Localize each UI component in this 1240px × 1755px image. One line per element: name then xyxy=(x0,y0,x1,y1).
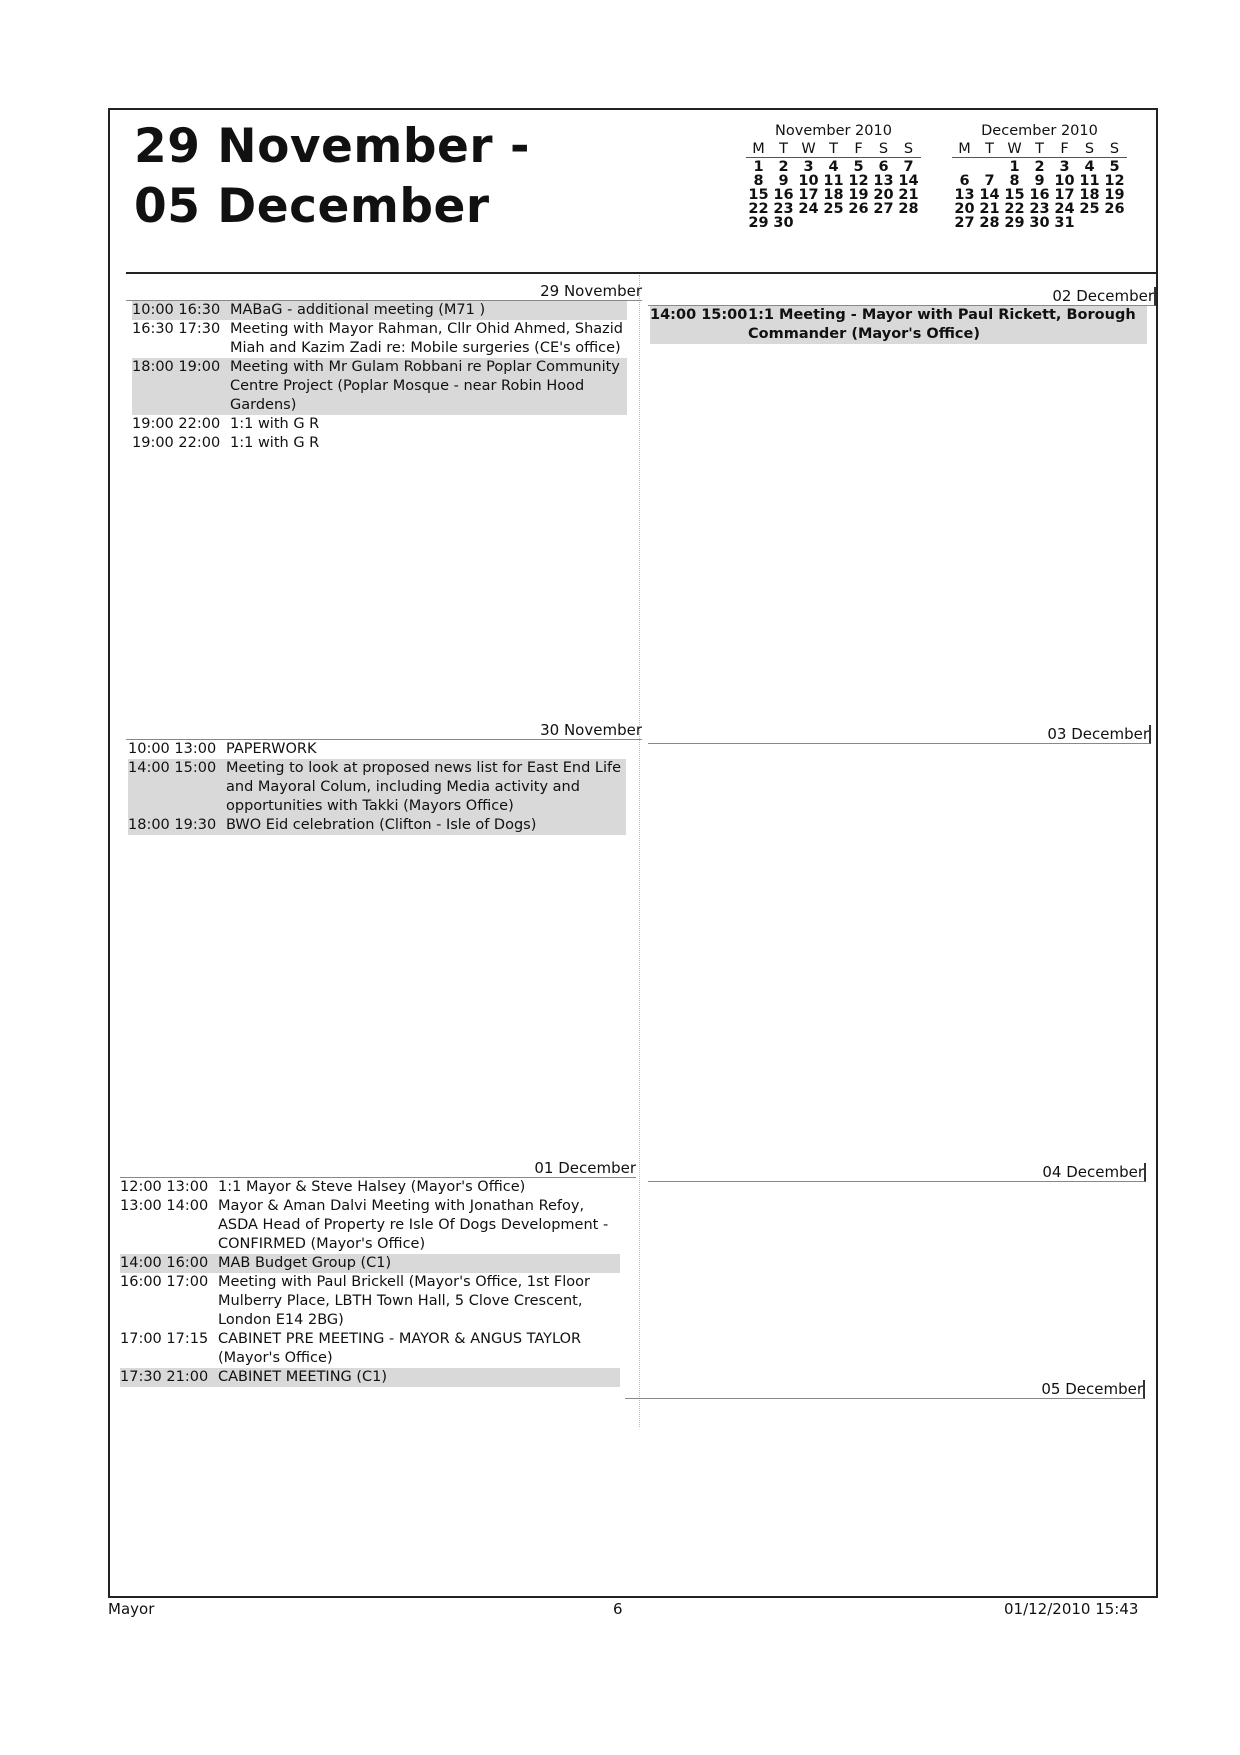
event-description: Meeting with Mr Gulam Robbani re Poplar Community Centre Project (Poplar Mosque - near Robin Hood Gardens) xyxy=(230,359,620,413)
calendar-day: 25 xyxy=(823,201,844,217)
calendar-day: 3 xyxy=(803,159,814,175)
calendar-week-row xyxy=(952,202,1127,216)
event-description: Mayor & Aman Dalvi Meeting with Jonathan Refoy, ASDA Head of Property re Isle Of Dogs Development - CONFIRMED (Mayor's Office) xyxy=(218,1198,609,1252)
event-time: 19:00 22:00 xyxy=(132,416,221,432)
calendar-day: 11 xyxy=(1079,173,1100,189)
calendar-day: 28 xyxy=(979,215,1000,231)
mini-calendar-december xyxy=(952,123,1127,230)
title-line-2: 05 December xyxy=(134,179,490,234)
day-label-01-december: 01 December xyxy=(120,1159,636,1178)
event-time: 12:00 13:00 xyxy=(120,1179,209,1195)
event-description: Meeting with Mayor Rahman, Cllr Ohid Ahmed, Shazid Miah and Kazim Zadi re: Mobile surgeries (CE's office) xyxy=(230,321,624,356)
calendar-day: 9 xyxy=(1034,173,1045,189)
calendar-day: 7 xyxy=(903,159,914,175)
footer-timestamp: 01/12/2010 15:43 xyxy=(1004,1600,1139,1618)
calendar-week-row xyxy=(952,160,1127,174)
calendar-day: 10 xyxy=(798,173,819,189)
calendar-day: 19 xyxy=(1104,187,1125,203)
calendar-day xyxy=(846,216,871,230)
title-line-1: 29 November - xyxy=(134,119,530,174)
calendar-day: 28 xyxy=(898,201,919,217)
calendar-day: 16 xyxy=(1029,187,1050,203)
calendar-weekday: S xyxy=(878,141,889,157)
calendar-week-row xyxy=(746,188,921,202)
calendar-day: 10 xyxy=(1054,173,1075,189)
calendar-day xyxy=(821,216,846,230)
calendar-weekday: F xyxy=(854,141,863,157)
calendar-day: 31 xyxy=(1054,215,1075,231)
calendar-day: 27 xyxy=(954,215,975,231)
calendar-event xyxy=(120,1197,620,1254)
event-description: 1:1 Meeting - Mayor with Paul Rickett, Borough Commander (Mayor's Office) xyxy=(748,307,1136,342)
calendar-day: 17 xyxy=(798,187,819,203)
calendar-day: 9 xyxy=(778,173,789,189)
calendar-day: 27 xyxy=(873,201,894,217)
calendar-day: 12 xyxy=(1104,173,1125,189)
calendar-day: 15 xyxy=(748,187,769,203)
event-time: 17:00 17:15 xyxy=(120,1331,209,1347)
calendar-day xyxy=(977,160,1002,174)
calendar-weekday-row xyxy=(952,142,1127,158)
calendar-day: 19 xyxy=(848,187,869,203)
calendar-day: 30 xyxy=(1029,215,1050,231)
event-description: PAPERWORK xyxy=(226,741,317,757)
events-30-november xyxy=(128,740,626,835)
calendar-event xyxy=(120,1330,620,1368)
calendar-day: 30 xyxy=(773,215,794,231)
calendar-day: 13 xyxy=(873,173,894,189)
calendar-day: 14 xyxy=(898,173,919,189)
day-label-30-november: 30 November xyxy=(126,721,642,740)
calendar-day: 24 xyxy=(1054,201,1075,217)
calendar-day: 22 xyxy=(1004,201,1025,217)
calendar-day: 29 xyxy=(748,215,769,231)
calendar-weekday: W xyxy=(1007,141,1022,157)
event-description: Meeting to look at proposed news list for East End Life and Mayoral Colum, including Media activity and opportunities with Takki (Mayors Office) xyxy=(226,760,622,814)
calendar-day: 25 xyxy=(1079,201,1100,217)
day-label-03-december: 03 December xyxy=(648,725,1151,744)
calendar-title: November 2010 xyxy=(775,123,892,139)
event-description: CABINET MEETING (C1) xyxy=(218,1369,388,1385)
calendar-event xyxy=(120,1273,620,1330)
event-time: 17:30 21:00 xyxy=(120,1369,209,1385)
event-description: MAB Budget Group (C1) xyxy=(218,1255,392,1271)
event-time: 18:00 19:30 xyxy=(128,817,217,833)
calendar-day: 22 xyxy=(748,201,769,217)
calendar-weekday: W xyxy=(801,141,816,157)
calendar-event xyxy=(128,816,626,835)
day-label-29-november: 29 November xyxy=(126,282,642,301)
calendar-day: 21 xyxy=(898,187,919,203)
calendar-day: 23 xyxy=(1029,201,1050,217)
calendar-event xyxy=(120,1368,620,1387)
event-description: MABaG - additional meeting (M71 ) xyxy=(230,302,486,318)
event-time: 16:00 17:00 xyxy=(120,1274,209,1290)
calendar-day: 20 xyxy=(873,187,894,203)
day-label-05-december: 05 December xyxy=(625,1380,1145,1399)
calendar-day: 4 xyxy=(1084,159,1095,175)
calendar-day xyxy=(1102,216,1127,230)
calendar-day: 7 xyxy=(984,173,995,189)
calendar-event xyxy=(128,740,626,759)
calendar-day: 18 xyxy=(1079,187,1100,203)
event-time: 16:30 17:30 xyxy=(132,321,221,337)
calendar-day: 5 xyxy=(853,159,864,175)
event-time: 14:00 15:00 xyxy=(128,760,217,776)
calendar-day: 26 xyxy=(1104,201,1125,217)
event-time: 10:00 16:30 xyxy=(132,302,221,318)
calendar-day: 5 xyxy=(1109,159,1120,175)
event-time: 18:00 19:00 xyxy=(132,359,221,375)
calendar-day: 8 xyxy=(753,173,764,189)
calendar-event xyxy=(650,306,1147,344)
calendar-week-row xyxy=(746,202,921,216)
calendar-day: 21 xyxy=(979,201,1000,217)
calendar-day: 26 xyxy=(848,201,869,217)
calendar-day: 3 xyxy=(1059,159,1070,175)
calendar-event xyxy=(120,1178,620,1197)
events-29-november xyxy=(132,301,627,453)
calendar-weekday: M xyxy=(958,141,971,157)
event-description: 1:1 Mayor & Steve Halsey (Mayor's Office) xyxy=(218,1179,526,1195)
day-label-04-december: 04 December xyxy=(648,1163,1146,1182)
calendar-day: 16 xyxy=(773,187,794,203)
calendar-day: 1 xyxy=(1009,159,1020,175)
calendar-event xyxy=(128,759,626,816)
calendar-weekday: S xyxy=(1084,141,1095,157)
calendar-weekday: M xyxy=(752,141,765,157)
mini-calendar-november xyxy=(746,123,921,230)
calendar-day xyxy=(896,216,921,230)
calendar-day: 2 xyxy=(1034,159,1045,175)
calendar-week-row xyxy=(952,216,1127,230)
calendar-day: 1 xyxy=(753,159,764,175)
event-description: Meeting with Paul Brickell (Mayor's Office, 1st Floor Mulberry Place, LBTH Town Hall, 5 Clove Crescent, London E14 2BG) xyxy=(218,1274,590,1328)
calendar-weekday: F xyxy=(1060,141,1069,157)
calendar-weekday: S xyxy=(1109,141,1120,157)
header xyxy=(126,109,1158,274)
column-divider xyxy=(639,275,640,1427)
calendar-day: 12 xyxy=(848,173,869,189)
calendar-weekday: T xyxy=(985,141,994,157)
calendar-weekday-row xyxy=(746,142,921,158)
event-description: 1:1 with G R xyxy=(230,416,320,432)
calendar-week-row xyxy=(952,188,1127,202)
calendar-week-row xyxy=(952,174,1127,188)
event-description: 1:1 with G R xyxy=(230,435,320,451)
calendar-day: 13 xyxy=(954,187,975,203)
calendar-day xyxy=(796,216,821,230)
calendar-title: December 2010 xyxy=(981,123,1098,139)
event-description: BWO Eid celebration (Clifton - Isle of Dogs) xyxy=(226,817,537,833)
event-description: CABINET PRE MEETING - MAYOR & ANGUS TAYLOR (Mayor's Office) xyxy=(218,1331,582,1366)
calendar-week-row xyxy=(746,174,921,188)
events-01-december xyxy=(120,1178,620,1387)
footer-page-number: 6 xyxy=(613,1600,623,1618)
calendar-day: 14 xyxy=(979,187,1000,203)
calendar-day: 18 xyxy=(823,187,844,203)
calendar-day xyxy=(952,160,977,174)
calendar-day: 29 xyxy=(1004,215,1025,231)
calendar-event xyxy=(132,415,627,434)
calendar-day xyxy=(1077,216,1102,230)
event-time: 10:00 13:00 xyxy=(128,741,217,757)
calendar-day: 4 xyxy=(828,159,839,175)
calendar-event xyxy=(132,301,627,320)
page-title xyxy=(134,117,530,237)
calendar-day xyxy=(871,216,896,230)
events-02-december xyxy=(650,306,1147,344)
footer-owner: Mayor xyxy=(108,1600,155,1618)
event-time: 13:00 14:00 xyxy=(120,1198,209,1214)
event-time: 14:00 15:00 xyxy=(650,307,748,323)
calendar-weekday: T xyxy=(1035,141,1044,157)
calendar-weekday: S xyxy=(903,141,914,157)
calendar-week-row xyxy=(746,216,921,230)
event-time: 19:00 22:00 xyxy=(132,435,221,451)
day-label-02-december: 02 December xyxy=(648,287,1156,306)
calendar-day: 2 xyxy=(778,159,789,175)
calendar-day: 8 xyxy=(1009,173,1020,189)
event-time: 14:00 16:00 xyxy=(120,1255,209,1271)
calendar-day: 6 xyxy=(878,159,889,175)
calendar-day: 20 xyxy=(954,201,975,217)
calendar-day: 6 xyxy=(959,173,970,189)
calendar-day: 15 xyxy=(1004,187,1025,203)
calendar-event xyxy=(120,1254,620,1273)
calendar-day: 23 xyxy=(773,201,794,217)
calendar-event xyxy=(132,358,627,415)
calendar-day: 11 xyxy=(823,173,844,189)
calendar-event xyxy=(132,320,627,358)
calendar-day: 24 xyxy=(798,201,819,217)
calendar-weekday: T xyxy=(829,141,838,157)
calendar-weekday: T xyxy=(779,141,788,157)
calendar-event xyxy=(132,434,627,453)
calendar-week-row xyxy=(746,160,921,174)
calendar-day: 17 xyxy=(1054,187,1075,203)
